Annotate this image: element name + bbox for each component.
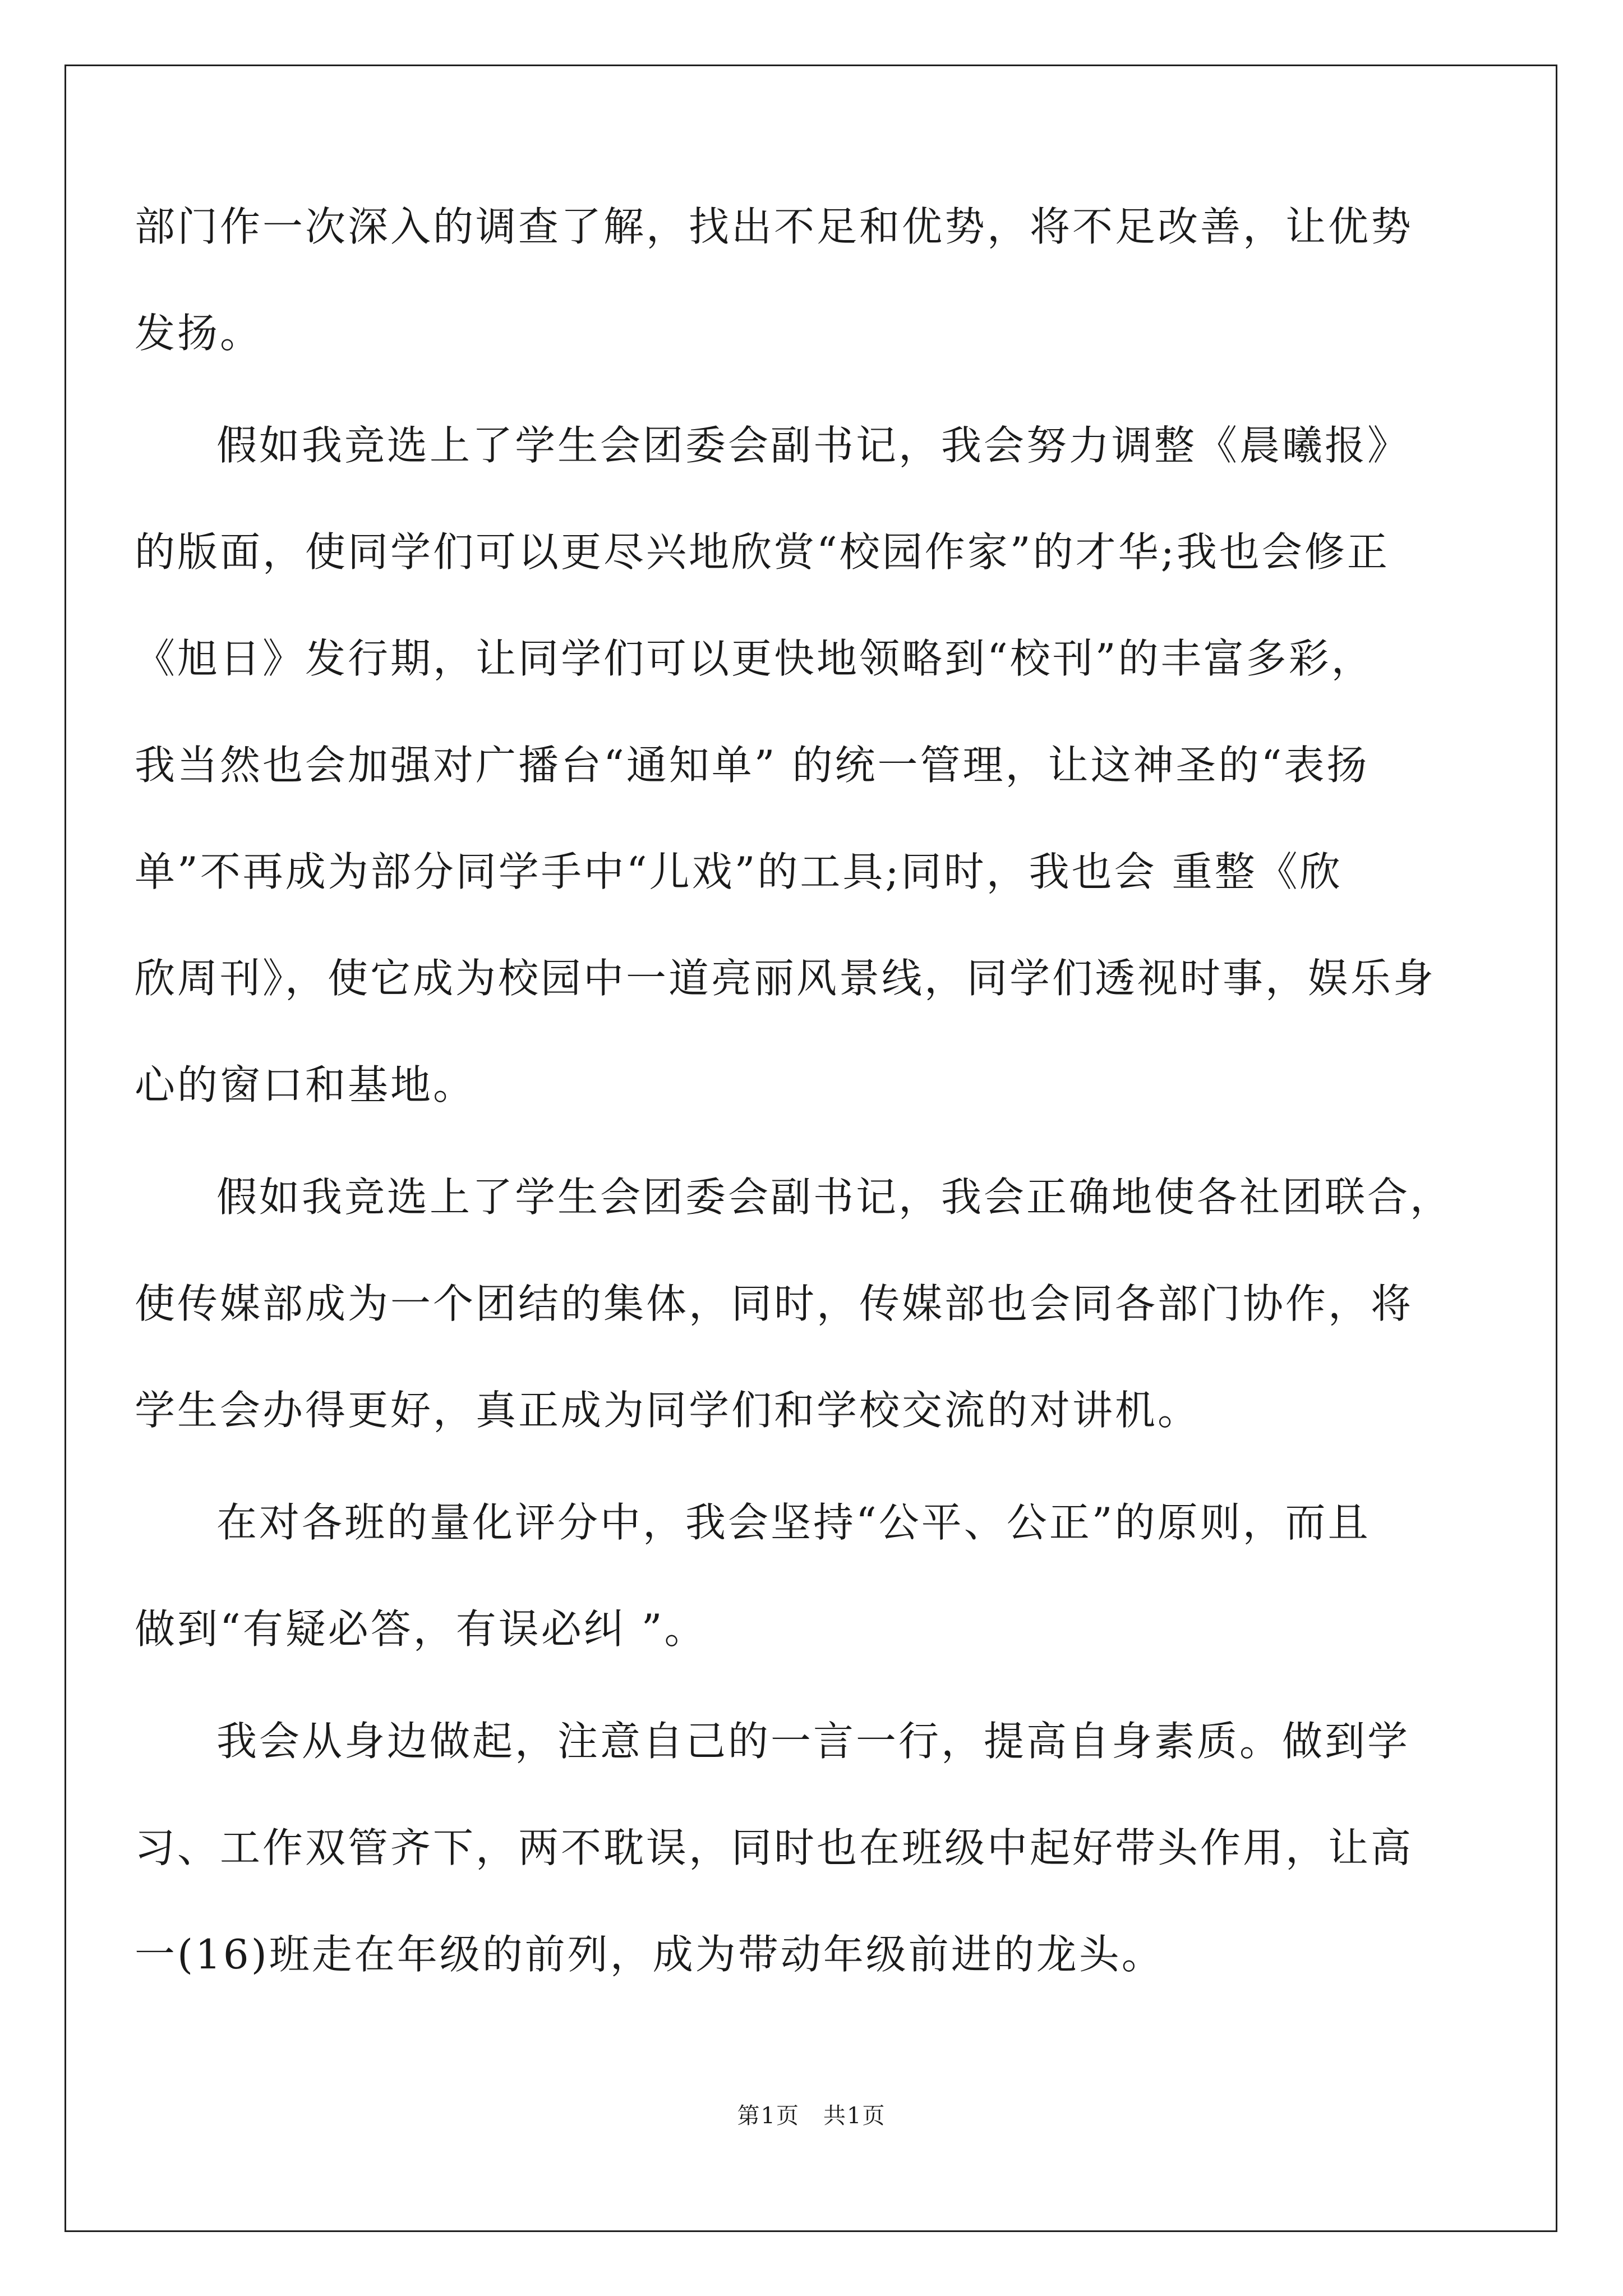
text-line: 心的窗口和基地。 bbox=[135, 1061, 476, 1108]
text-line: 一(16)班走在年级的前列，成为带动年级前进的龙头。 bbox=[135, 1931, 1164, 1978]
paragraph-first-line: 假如我竞选上了学生会团委会副书记，我会正确地使各社团联合， bbox=[216, 1174, 1453, 1221]
text-line: 我当然也会加强对广播台“通知单” 的统一管理，让这神圣的“表扬 bbox=[135, 742, 1370, 789]
text-line: 单”不再成为部分同学手中“儿戏”的工具;同时，我也会 重整《欣 bbox=[135, 848, 1343, 895]
text-line: 的版面，使同学们可以更尽兴地欣赏“校园作家”的才华;我也会修正 bbox=[135, 528, 1390, 576]
text-line: 习、工作双管齐下，两不耽误，同时也在班级中起好带头作用，让高 bbox=[135, 1824, 1414, 1871]
text-line: 发扬。 bbox=[135, 310, 263, 357]
text-line: 部门作一次深入的调查了解，找出不足和优势，将不足改善，让优势 bbox=[135, 203, 1414, 250]
text-line: 《旭日》发行期，让同学们可以更快地领略到“校刊”的丰富多彩， bbox=[135, 635, 1374, 682]
text-line: 欣周刊》，使它成为校园中一道亮丽风景线，同学们透视时事，娱乐身 bbox=[135, 955, 1436, 1002]
text-line: 做到“有疑必答，有误必纠 ”。 bbox=[135, 1605, 707, 1653]
paragraph-first-line: 假如我竞选上了学生会团委会副书记，我会努力调整《晨曦报》 bbox=[216, 422, 1410, 469]
paragraph-first-line: 在对各班的量化评分中，我会坚持“公平、公正”的原则，而且 bbox=[216, 1499, 1371, 1546]
text-line: 学生会办得更好，真正成为同学们和学校交流的对讲机。 bbox=[135, 1387, 1201, 1434]
page-frame bbox=[64, 65, 1557, 2232]
text-line: 使传媒部成为一个团结的集体，同时，传媒部也会同各部门协作，将 bbox=[135, 1280, 1414, 1327]
page-footer: 第1页 共1页 bbox=[737, 2103, 886, 2129]
paragraph-first-line: 我会从身边做起，注意自己的一言一行，提高自身素质。做到学 bbox=[216, 1718, 1410, 1765]
